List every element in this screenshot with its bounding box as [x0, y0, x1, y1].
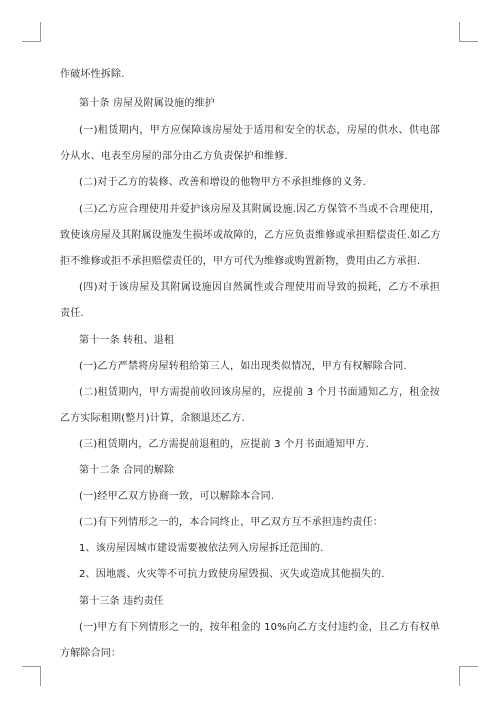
- text-line: 作破坏性拆除.: [60, 69, 125, 80]
- text-line: 致使该房屋及其附属设施发生损坏或故障的，乙方应负责维修或承担赔偿责任.如乙方: [60, 230, 441, 241]
- section-heading: 第十三条 违约责任: [79, 596, 164, 607]
- text-line: 拒不维修或拒不承担赔偿责任的，甲方可代为维修或购置新物，费用由乙方承担.: [60, 256, 421, 267]
- text-line: 责任.: [60, 308, 84, 319]
- list-item: 2、因地震、火灾等不可抗力致使房屋毁损、灭失或造成其他损失的.: [79, 569, 385, 580]
- crop-mark-bottom-right: [459, 666, 460, 686]
- crop-mark-top-right-h: [459, 41, 478, 42]
- text-line: (二)租赁期内，甲方需提前收回该房屋的，应提前 3 个月书面通知乙方，租金按: [79, 387, 440, 398]
- text-line: 乙方实际租期(整月)计算，余额退还乙方.: [60, 413, 245, 424]
- text-line: (四)对于该房屋及其附属设施因自然属性或合理使用而导致的损耗，乙方不承担: [79, 282, 440, 293]
- section-heading: 第十二条 合同的解除: [79, 465, 175, 476]
- text-line: (二)对于乙方的装修、改善和增设的他物甲方不承担维修的义务.: [79, 177, 366, 188]
- text-line: (一)甲方有下列情形之一的，按年租金的 10%向乙方支付违约金，且乙方有权单: [79, 622, 440, 633]
- text-line: (二)有下列情形之一的，本合同终止，甲乙双方互不承担违约责任：: [79, 517, 384, 528]
- text-line: (三)租赁期内，乙方需提前退租的，应提前 3 个月书面通知甲方.: [79, 439, 370, 450]
- text-line: (三)乙方应合理使用并爱护该房屋及其附属设施.因乙方保管不当或不合理使用，: [79, 204, 440, 215]
- text-line: (一)租赁期内，甲方应保障该房屋处于适用和安全的状态，房屋的供水、供电部: [79, 125, 440, 136]
- crop-mark-bottom-left-h: [22, 666, 41, 667]
- crop-mark-top-left-h: [22, 41, 41, 42]
- list-item: 1、该房屋因城市建设需要被依法列入房屋拆迁范围的.: [79, 543, 324, 554]
- text-line: 分从水、电表至房屋的部分由乙方负责保护和维修.: [60, 151, 288, 162]
- text-line: (一)乙方严禁将房屋转租给第三人，如出现类似情况，甲方有权解除合同.: [79, 361, 407, 372]
- crop-mark-bottom-left: [40, 666, 41, 686]
- crop-mark-top-right: [459, 22, 460, 42]
- crop-mark-top-left: [40, 22, 41, 42]
- text-line: 方解除合同：: [60, 648, 122, 659]
- crop-mark-bottom-right-h: [459, 666, 478, 667]
- section-heading: 第十一条 转租、退租: [79, 335, 175, 346]
- section-heading: 第十条 房屋及附属设施的维护: [79, 98, 215, 109]
- text-line: (一)经甲乙双方协商一致，可以解除本合同.: [79, 491, 275, 502]
